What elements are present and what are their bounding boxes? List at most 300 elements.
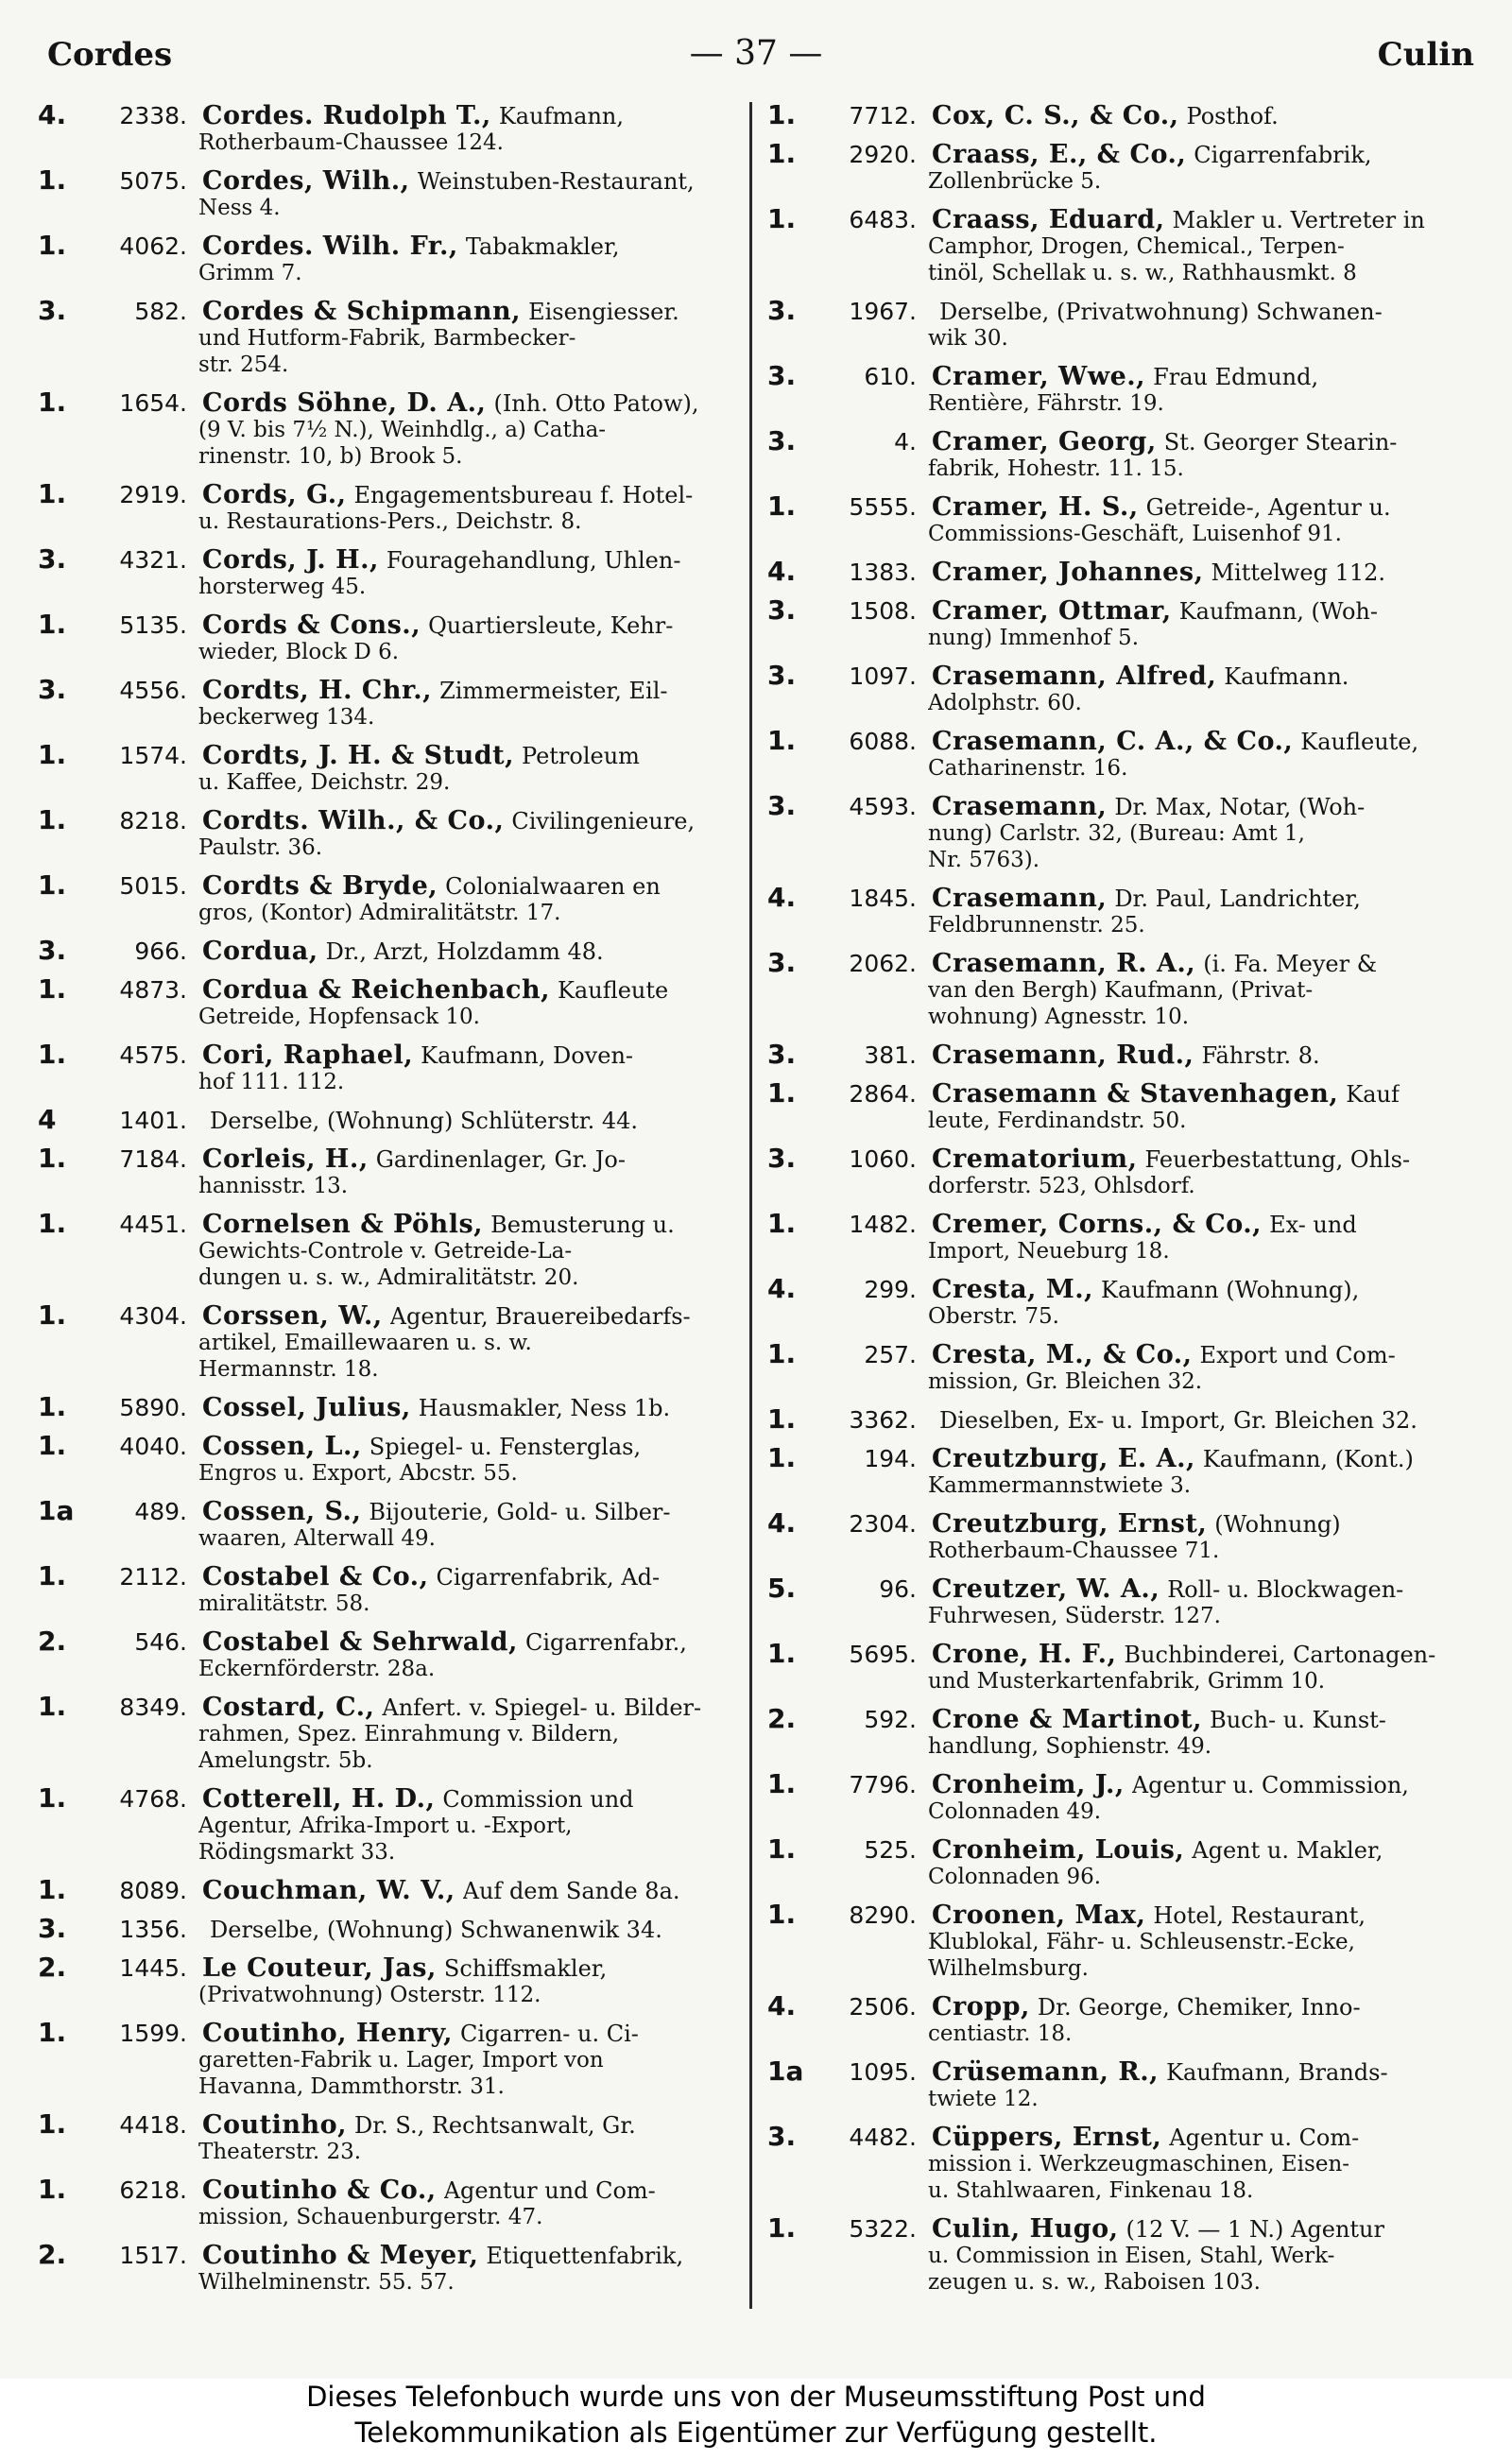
entry-description: Export und Com- bbox=[1199, 1342, 1396, 1368]
subscriber-name: Crasemann, C. A., & Co., bbox=[932, 727, 1294, 756]
entry-description: (i. Fa. Meyer & bbox=[1203, 951, 1378, 977]
entry-description: Makler u. Vertreter in bbox=[1172, 207, 1425, 233]
entry-first-line bbox=[767, 1990, 1481, 2021]
entry-continuation-line: Colonnaden 49. bbox=[928, 1799, 1102, 1824]
directory-entry bbox=[767, 1901, 1481, 1982]
exchange-district: 4. bbox=[38, 99, 67, 130]
exchange-district: 1. bbox=[767, 1077, 797, 1109]
exchange-district: 2. bbox=[38, 2239, 67, 2270]
subscriber-name: Cornelsen & Pöhls, bbox=[202, 1210, 484, 1239]
phone-number: 6088. bbox=[849, 728, 917, 755]
entry-description: Auf dem Sande 8a. bbox=[462, 1878, 680, 1904]
directory-entry bbox=[38, 973, 737, 1030]
exchange-district: 1. bbox=[38, 1039, 67, 1070]
subscriber-name: Cori, Raphael, bbox=[202, 1041, 414, 1070]
directory-entry bbox=[38, 543, 737, 600]
directory-entry bbox=[38, 2176, 737, 2230]
subscriber-name: Cordua & Reichenbach, bbox=[202, 975, 550, 1005]
entry-description: Eisengiesser. bbox=[528, 299, 679, 325]
subscriber-name: Cramer, H. S., bbox=[932, 492, 1139, 522]
entry-continuation-line: Rentière, Fährstr. 19. bbox=[928, 391, 1164, 416]
entry-description: Weinstuben-Restaurant, bbox=[417, 168, 695, 195]
entry-description: Posthof. bbox=[1186, 103, 1279, 129]
directory-entry bbox=[767, 1041, 1481, 1069]
entry-first-line bbox=[38, 295, 737, 326]
exchange-district: 1. bbox=[38, 804, 67, 835]
entry-continuation-line: wik 30. bbox=[928, 326, 1008, 351]
entry-continuation-line: Oberstr. 75. bbox=[928, 1304, 1059, 1329]
directory-entry bbox=[767, 1833, 1481, 1890]
phone-number: 525. bbox=[864, 1836, 917, 1864]
exchange-district: 3. bbox=[767, 425, 797, 456]
exchange-district: 1a bbox=[38, 1495, 75, 1526]
entry-description: Cigarren- u. Ci- bbox=[459, 2021, 639, 2047]
entry-continuation-line: artikel, Emaillewaaren u. s. w. bbox=[198, 1331, 532, 1355]
phone-number: 1097. bbox=[849, 662, 917, 690]
entry-continuation-line: twiete 12. bbox=[928, 2087, 1039, 2111]
entry-continuation-line: Eckernförderstr. 28a. bbox=[198, 1657, 436, 1681]
directory-entry bbox=[38, 804, 737, 861]
entry-continuation-line: Agentur, Afrika-Import u. -Export, bbox=[198, 1814, 573, 1838]
phone-number: 1445. bbox=[119, 1954, 187, 1982]
entry-first-line bbox=[38, 869, 737, 901]
exchange-district: 1. bbox=[38, 1560, 67, 1591]
phone-number: 4451. bbox=[119, 1211, 187, 1238]
phone-number: 381. bbox=[864, 1041, 917, 1069]
left-column bbox=[38, 99, 737, 2296]
phone-number: 546. bbox=[134, 1628, 187, 1656]
phone-number: 7712. bbox=[849, 102, 917, 129]
entry-first-line bbox=[38, 1913, 737, 1944]
entry-continuation-line: Theaterstr. 23. bbox=[198, 2140, 362, 2164]
entry-description: Kaufmann, Brands- bbox=[1166, 2059, 1388, 2086]
exchange-district: 1. bbox=[767, 1208, 797, 1239]
directory-entry bbox=[767, 2058, 1481, 2112]
directory-entry bbox=[38, 1391, 737, 1422]
subscriber-name: Cordts, H. Chr., bbox=[202, 676, 433, 705]
directory-entry bbox=[767, 138, 1481, 195]
entry-continuation-line: zeugen u. s. w., Raboisen 103. bbox=[928, 2270, 1261, 2295]
entry-description: Gardinenlager, Gr. Jo- bbox=[375, 1146, 626, 1173]
entry-description: Civilingenieure, bbox=[511, 808, 696, 834]
exchange-district: 3. bbox=[767, 2121, 797, 2152]
entry-first-line bbox=[38, 232, 737, 260]
entry-continuation-line: (9 V. bis 7½ N.), Weinhdlg., a) Catha- bbox=[198, 418, 607, 442]
entry-description: Agentur u. Com- bbox=[1169, 2125, 1360, 2151]
exchange-district: 1. bbox=[38, 1143, 67, 1174]
directory-entry bbox=[767, 1575, 1481, 1629]
directory-entry bbox=[38, 295, 737, 378]
phone-number: 4575. bbox=[119, 1041, 187, 1069]
phone-number: 6483. bbox=[849, 206, 917, 233]
phone-number: 2062. bbox=[849, 950, 917, 977]
directory-entry bbox=[38, 869, 737, 926]
entry-continuation-line: beckerweg 134. bbox=[198, 705, 375, 730]
entry-description: Bemusterung u. bbox=[490, 1212, 675, 1238]
subscriber-name: Cords & Cons., bbox=[202, 611, 421, 640]
subscriber-name: Culin, Hugo, bbox=[932, 2214, 1119, 2244]
entry-first-line bbox=[38, 1782, 737, 1814]
exchange-district: 1. bbox=[767, 138, 797, 169]
exchange-district: 1. bbox=[38, 2174, 67, 2205]
header-last-entry: Culin bbox=[1377, 36, 1474, 74]
entry-continuation-line: Adolphstr. 60. bbox=[928, 691, 1082, 715]
entry-continuation-line: Paulstr. 36. bbox=[198, 835, 323, 860]
phone-number: 7796. bbox=[849, 1771, 917, 1798]
entry-description: St. Georger Stearin- bbox=[1163, 429, 1398, 456]
exchange-district: 4. bbox=[767, 556, 797, 587]
directory-entry bbox=[767, 882, 1481, 938]
entry-continuation-line: mission, Schauenburgerstr. 47. bbox=[198, 2205, 543, 2229]
entry-description: Kauf bbox=[1346, 1081, 1400, 1108]
directory-entry bbox=[767, 2121, 1481, 2204]
entry-first-line bbox=[767, 1338, 1481, 1369]
entry-description: Engagementsbureau f. Hotel- bbox=[353, 482, 694, 508]
subscriber-name: Croonen, Max, bbox=[932, 1901, 1146, 1930]
directory-entry bbox=[767, 425, 1481, 482]
directory-entry bbox=[767, 1442, 1481, 1499]
phone-number: 1482. bbox=[849, 1211, 917, 1238]
entry-description: Kaufmann, (Kont.) bbox=[1202, 1446, 1414, 1472]
exchange-district: 3. bbox=[767, 1039, 797, 1070]
exchange-district: 4. bbox=[767, 882, 797, 913]
entry-description: Kaufleute, bbox=[1300, 729, 1419, 755]
entry-description: Agent u. Makler, bbox=[1192, 1837, 1383, 1864]
phone-number: 4062. bbox=[119, 232, 187, 260]
phone-number: 4418. bbox=[119, 2111, 187, 2139]
directory-entry bbox=[38, 1560, 737, 1617]
entry-continuation-line: garetten-Fabrik u. Lager, Import von bbox=[198, 2048, 604, 2073]
entry-continuation-line: (Privatwohnung) Osterstr. 112. bbox=[198, 1983, 541, 2007]
subscriber-name: Cossel, Julius, bbox=[202, 1393, 411, 1422]
entry-description: Fouragehandlung, Uhlen- bbox=[386, 547, 681, 574]
entry-description: Cigarrenfabrik, Ad- bbox=[436, 1564, 661, 1591]
entry-continuation-line: Nr. 5763). bbox=[928, 848, 1040, 872]
phone-number: 8349. bbox=[119, 1694, 187, 1721]
entry-first-line bbox=[767, 1208, 1481, 1239]
entry-first-line bbox=[767, 2121, 1481, 2152]
phone-number: 1654. bbox=[119, 389, 187, 417]
entry-first-line bbox=[38, 1208, 737, 1239]
entry-continuation-line: wieder, Block D 6. bbox=[198, 640, 400, 664]
entry-description: Mittelweg 112. bbox=[1211, 559, 1386, 586]
exchange-district: 1. bbox=[38, 973, 67, 1005]
entry-continuation-line: Catharinenstr. 16. bbox=[928, 756, 1128, 781]
entry-first-line bbox=[38, 1691, 737, 1722]
entry-first-line bbox=[767, 2058, 1481, 2086]
entry-first-line bbox=[767, 1833, 1481, 1865]
entry-description: Ex- und bbox=[1269, 1212, 1357, 1238]
entry-description: Kaufmann, (Woh- bbox=[1178, 598, 1378, 625]
entry-first-line bbox=[767, 1442, 1481, 1473]
entry-description: Kaufmann (Wohnung), bbox=[1101, 1277, 1360, 1303]
entry-continuation-line: dorferstr. 523, Ohlsdorf. bbox=[928, 1174, 1195, 1198]
subscriber-name: Craass, Eduard, bbox=[932, 205, 1165, 234]
column-divider bbox=[749, 102, 752, 2309]
phone-number: 299. bbox=[864, 1276, 917, 1303]
entry-first-line bbox=[38, 1874, 737, 1905]
entry-description: Dr. Paul, Landrichter, bbox=[1114, 886, 1361, 912]
phone-number: 2304. bbox=[849, 1510, 917, 1538]
directory-entry bbox=[767, 2212, 1481, 2296]
subscriber-name: Cramer, Ottmar, bbox=[932, 596, 1172, 626]
directory-entry bbox=[38, 1954, 737, 2008]
exchange-district: 1. bbox=[38, 2108, 67, 2140]
subscriber-name: Cramer, Johannes, bbox=[932, 558, 1204, 587]
subscriber-name: Costabel & Co., bbox=[202, 1562, 429, 1591]
entry-description: Commission und bbox=[442, 1786, 634, 1813]
entry-description: Cigarrenfabr., bbox=[524, 1629, 687, 1656]
directory-entry bbox=[767, 1507, 1481, 1564]
entry-description: Colonialwaaren en bbox=[445, 873, 661, 900]
exchange-district: 3. bbox=[38, 543, 67, 575]
entry-first-line bbox=[767, 1077, 1481, 1109]
directory-entry bbox=[38, 1208, 737, 1291]
directory-entry bbox=[767, 556, 1481, 587]
entry-first-line bbox=[767, 947, 1481, 978]
directory-entry bbox=[38, 1145, 737, 1199]
entry-first-line bbox=[767, 1901, 1481, 1929]
entry-description: Kaufmann, Doven- bbox=[421, 1042, 634, 1069]
directory-entry bbox=[38, 935, 737, 966]
phone-number: 96. bbox=[879, 1575, 917, 1603]
phone-number: 4040. bbox=[119, 1433, 187, 1460]
phone-number: 5322. bbox=[849, 2215, 917, 2243]
entry-description: Anfert. v. Spiegel- u. Bilder- bbox=[382, 1694, 702, 1721]
directory-entry bbox=[767, 1077, 1481, 1134]
entry-description: Derselbe, (Wohnung) Schlüterstr. 44. bbox=[210, 1108, 638, 1134]
entry-continuation-line: tinöl, Schellak u. s. w., Rathhausmkt. 8 bbox=[928, 261, 1357, 285]
subscriber-name: Crasemann, Rud., bbox=[932, 1041, 1194, 1070]
page-number: — 37 — bbox=[689, 34, 823, 73]
directory-entry bbox=[767, 947, 1481, 1030]
directory-entry bbox=[767, 99, 1481, 130]
phone-number: 2338. bbox=[119, 102, 187, 129]
subscriber-name: Creutzburg, Ernst, bbox=[932, 1509, 1208, 1539]
phone-number: 1095. bbox=[849, 2058, 917, 2086]
directory-entry bbox=[38, 1691, 737, 1774]
directory-entry bbox=[767, 490, 1481, 547]
phone-number: 6218. bbox=[119, 2176, 187, 2204]
directory-entry bbox=[38, 99, 737, 156]
entry-first-line bbox=[38, 1495, 737, 1526]
entry-continuation-line: Feldbrunnenstr. 25. bbox=[928, 913, 1145, 938]
entry-description: Tabakmakler, bbox=[465, 233, 620, 260]
subscriber-name: Crasemann, bbox=[932, 792, 1108, 821]
entry-continuation-line: mission, Gr. Bleichen 32. bbox=[928, 1369, 1203, 1394]
entry-description: Buchbinderei, Cartonagen- bbox=[1124, 1642, 1436, 1668]
entry-first-line bbox=[767, 662, 1481, 690]
entry-continuation-line: centiastr. 18. bbox=[928, 2021, 1073, 2046]
entry-description: Fährstr. 8. bbox=[1201, 1042, 1320, 1069]
subscriber-name: Cords Söhne, D. A., bbox=[202, 388, 487, 418]
entry-continuation-line: Colonnaden 96. bbox=[928, 1865, 1102, 1889]
subscriber-name: Cramer, Georg, bbox=[932, 427, 1157, 456]
exchange-district: 1. bbox=[767, 1899, 797, 1930]
subscriber-name: Cordts & Bryde, bbox=[202, 871, 438, 901]
footer-line-1: Dieses Telefonbuch wurde uns von der Museumsstiftung Post und bbox=[306, 2381, 1206, 2413]
phone-number: 8089. bbox=[119, 1877, 187, 1904]
exchange-district: 1. bbox=[38, 1208, 67, 1239]
directory-entry bbox=[767, 1703, 1481, 1760]
entry-description: Agentur, Brauereibedarfs- bbox=[389, 1303, 691, 1330]
directory-entry bbox=[767, 1638, 1481, 1694]
phone-number: 2864. bbox=[849, 1080, 917, 1108]
phone-number: 1508. bbox=[849, 597, 917, 625]
exchange-district: 3. bbox=[767, 594, 797, 626]
phone-number: 194. bbox=[864, 1445, 917, 1472]
entry-continuation-line: Getreide, Hopfensack 10. bbox=[198, 1005, 480, 1029]
entry-continuation-line: rahmen, Spez. Einrahmung v. Bildern, bbox=[198, 1722, 620, 1746]
directory-entry bbox=[38, 2108, 737, 2165]
phone-number: 1967. bbox=[849, 298, 917, 325]
phone-number: 489. bbox=[134, 1498, 187, 1525]
phone-number: 4873. bbox=[119, 976, 187, 1004]
directory-entry bbox=[38, 739, 737, 796]
exchange-district: 1. bbox=[38, 869, 67, 901]
exchange-district: 1. bbox=[38, 2017, 67, 2048]
subscriber-name: Cordes, Wilh., bbox=[202, 166, 410, 196]
entry-description: Petroleum bbox=[522, 743, 640, 769]
exchange-district: 3. bbox=[38, 295, 67, 326]
exchange-district: 1. bbox=[38, 1430, 67, 1461]
subscriber-name: Cordes. Rudolph T., bbox=[202, 101, 491, 130]
phone-number: 4. bbox=[894, 428, 917, 456]
subscriber-name: Crasemann, R. A., bbox=[932, 949, 1196, 978]
subscriber-name: Corssen, W., bbox=[202, 1301, 383, 1331]
entry-first-line bbox=[38, 739, 737, 770]
exchange-district: 3. bbox=[38, 674, 67, 705]
phone-number: 5555. bbox=[849, 493, 917, 521]
directory-entry bbox=[767, 1208, 1481, 1264]
subscriber-name: Coutinho, Henry, bbox=[202, 2019, 453, 2048]
entry-description: Dr., Arzt, Holzdamm 48. bbox=[325, 938, 604, 965]
entry-first-line bbox=[38, 2017, 737, 2048]
directory-entry bbox=[38, 1495, 737, 1552]
entry-description: Kaufmann. bbox=[1224, 663, 1349, 690]
exchange-district: 1. bbox=[767, 1768, 797, 1799]
directory-entry bbox=[767, 1768, 1481, 1825]
exchange-district: 2. bbox=[38, 1952, 67, 1983]
phone-number: 3362. bbox=[849, 1406, 917, 1434]
entry-first-line bbox=[767, 725, 1481, 756]
directory-entry bbox=[767, 725, 1481, 782]
exchange-district: 1. bbox=[767, 203, 797, 234]
entry-continuation-line: nung) Carlstr. 32, (Bureau: Amt 1, bbox=[928, 821, 1305, 846]
phone-number: 4304. bbox=[119, 1302, 187, 1330]
entry-continuation-line: Rotherbaum-Chaussee 71. bbox=[928, 1539, 1220, 1563]
phone-number: 1845. bbox=[849, 885, 917, 912]
entry-first-line bbox=[38, 935, 737, 966]
subscriber-name: Corleis, H., bbox=[202, 1144, 369, 1174]
exchange-district: 1. bbox=[38, 1391, 67, 1422]
subscriber-name: Crone & Martinot, bbox=[932, 1705, 1203, 1734]
entry-first-line bbox=[767, 1145, 1481, 1173]
exchange-district: 1. bbox=[38, 1782, 67, 1814]
directory-entry bbox=[767, 1145, 1481, 1199]
entry-first-line bbox=[767, 1768, 1481, 1799]
entry-description: Quartiersleute, Kehr- bbox=[428, 612, 674, 639]
subscriber-name: Cossen, S., bbox=[202, 1497, 362, 1526]
entry-first-line bbox=[38, 1391, 737, 1422]
entry-first-line bbox=[38, 1430, 737, 1461]
entry-continuation-line: van den Bergh) Kaufmann, (Privat- bbox=[928, 978, 1314, 1003]
directory-entry bbox=[38, 1874, 737, 1905]
phone-number: 5695. bbox=[849, 1641, 917, 1668]
entry-first-line bbox=[38, 543, 737, 575]
subscriber-name: Cordes & Schipmann, bbox=[202, 297, 522, 326]
entry-continuation-line: Rödingsmarkt 33. bbox=[198, 1840, 396, 1865]
directory-entry bbox=[38, 611, 737, 665]
subscriber-name: Cresta, M., & Co., bbox=[932, 1340, 1193, 1369]
running-head bbox=[0, 0, 1512, 104]
exchange-district: 1. bbox=[767, 2212, 797, 2244]
entry-first-line bbox=[38, 478, 737, 509]
phone-number: 8218. bbox=[119, 807, 187, 834]
entry-continuation-line: u. Restaurations-Pers., Deichstr. 8. bbox=[198, 509, 582, 534]
exchange-district: 5. bbox=[767, 1573, 797, 1604]
phone-number: 2506. bbox=[849, 1993, 917, 2021]
entry-description: Kaufmann, bbox=[498, 103, 625, 129]
directory-entry bbox=[767, 662, 1481, 716]
phone-number: 4321. bbox=[119, 546, 187, 574]
right-column bbox=[767, 99, 1481, 2296]
entry-continuation-line: waaren, Alterwall 49. bbox=[198, 1526, 436, 1551]
phone-number: 4482. bbox=[849, 2124, 917, 2151]
entry-first-line bbox=[38, 1628, 737, 1656]
entry-first-line bbox=[38, 99, 737, 130]
subscriber-name: Cropp, bbox=[932, 1992, 1030, 2021]
entry-description: Schiffsmakler, bbox=[443, 1955, 608, 1982]
phone-number: 5075. bbox=[119, 167, 187, 195]
phone-number: 1401. bbox=[119, 1107, 187, 1134]
entry-description: (Inh. Otto Patow), bbox=[493, 390, 699, 417]
entry-description: Cigarrenfabrik, bbox=[1194, 142, 1372, 168]
exchange-district: 1. bbox=[38, 609, 67, 640]
entry-description: Hotel, Restaurant, bbox=[1153, 1902, 1366, 1929]
entry-continuation-line: leute, Ferdinandstr. 50. bbox=[928, 1109, 1187, 1133]
exchange-district: 1. bbox=[767, 1338, 797, 1369]
directory-entry bbox=[767, 1273, 1481, 1330]
directory-entry bbox=[767, 1403, 1481, 1435]
directory-entry bbox=[38, 1628, 737, 1682]
entry-continuation-line: Klublokal, Fähr- u. Schleusenstr.-Ecke, bbox=[928, 1930, 1355, 1954]
entry-first-line bbox=[38, 1560, 737, 1591]
phone-number: 4593. bbox=[849, 793, 917, 820]
entry-first-line bbox=[38, 1104, 737, 1135]
entry-first-line bbox=[767, 99, 1481, 130]
directory-entry bbox=[767, 295, 1481, 352]
entry-continuation-line: rinenstr. 10, b) Brook 5. bbox=[198, 444, 463, 469]
directory-entry bbox=[38, 2239, 737, 2296]
exchange-district: 3. bbox=[767, 947, 797, 978]
exchange-district: 3. bbox=[38, 935, 67, 966]
phone-number: 1599. bbox=[119, 2020, 187, 2047]
entry-first-line bbox=[767, 1041, 1481, 1069]
entry-first-line bbox=[38, 164, 737, 196]
exchange-district: 1. bbox=[767, 1403, 797, 1435]
phone-number: 5015. bbox=[119, 872, 187, 900]
entry-first-line bbox=[767, 1403, 1481, 1435]
directory-entry bbox=[767, 203, 1481, 286]
entry-continuation-line: Rotherbaum-Chaussee 124. bbox=[198, 130, 504, 155]
entry-description: Feuerbestattung, Ohls- bbox=[1144, 1146, 1411, 1173]
phone-number: 8290. bbox=[849, 1901, 917, 1929]
entry-first-line bbox=[767, 203, 1481, 234]
entry-first-line bbox=[767, 1273, 1481, 1304]
entry-description: Hausmakler, Ness 1b. bbox=[418, 1395, 671, 1421]
entry-description: Derselbe, (Wohnung) Schwanenwik 34. bbox=[210, 1917, 662, 1943]
